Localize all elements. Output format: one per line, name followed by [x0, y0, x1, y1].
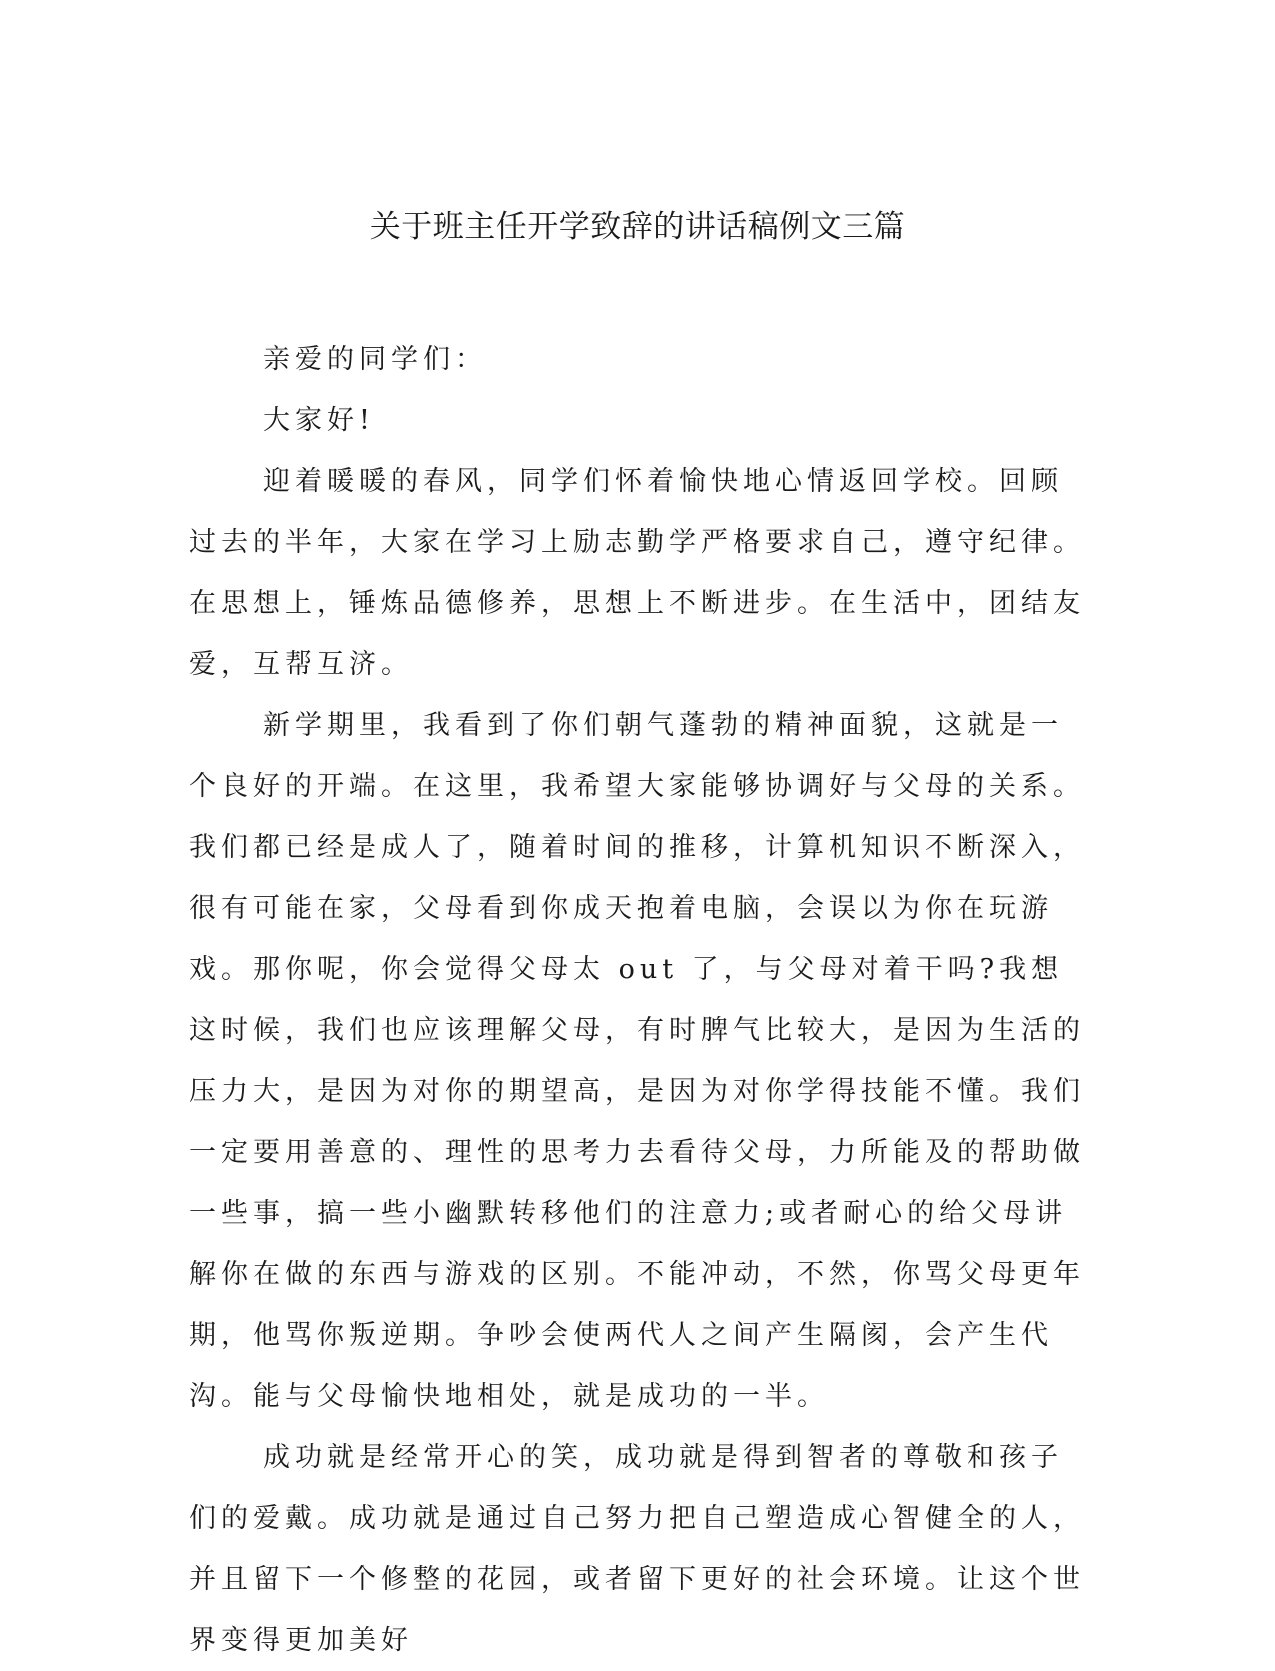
document-body	[189, 329, 1089, 1671]
document-title: 关于班主任开学致辞的讲话稿例文三篇	[369, 209, 906, 245]
paragraph-parents: 新学期里，我看到了你们朝气蓬勃的精神面貌，这就是一个良好的开端。在这里，我希望大家能够协调好与父母的关系。我们都已经是成人了，随着时间的推移，计算机知识不断深入，很有可能在家，父母看到你成天抱着电脑，会误以为你在玩游戏。那你呢，你会觉得父母太 out 了，与父母对着干吗?我想这时候，我们也应该理解父母，有时脾气比较大，是因为生活的压力大，是因为对你的期望高，是因为对你学得技能不懂。我们一定要用善意的、理性的思考力去看待父母，力所能及的帮助做一些事，搞一些小幽默转移他们的注意力;或者耐心的给父母讲解你在做的东西与游戏的区别。不能冲动，不然，你骂父母更年期，他骂你叛逆期。争吵会使两代人之间产生隔阂，会产生代沟。能与父母愉快地相处，就是成功的一半。	[189, 710, 1085, 1412]
greeting: 大家好!	[263, 405, 375, 436]
salutation: 亲爱的同学们：	[263, 344, 487, 375]
paragraph-success: 成功就是经常开心的笑，成功就是得到智者的尊敬和孩子们的爱戴。成功就是通过自己努力把自己塑造成心智健全的人，并且留下一个修整的花园，或者留下更好的社会环境。让这个世界变得更加美好	[189, 1442, 1085, 1656]
paragraph-review: 迎着暖暖的春风，同学们怀着愉快地心情返回学校。回顾过去的半年，大家在学习上励志勤学严格要求自己，遵守纪律。在思想上，锤炼品德修养，思想上不断进步。在生活中，团结友爱，互帮互济。	[189, 466, 1085, 680]
